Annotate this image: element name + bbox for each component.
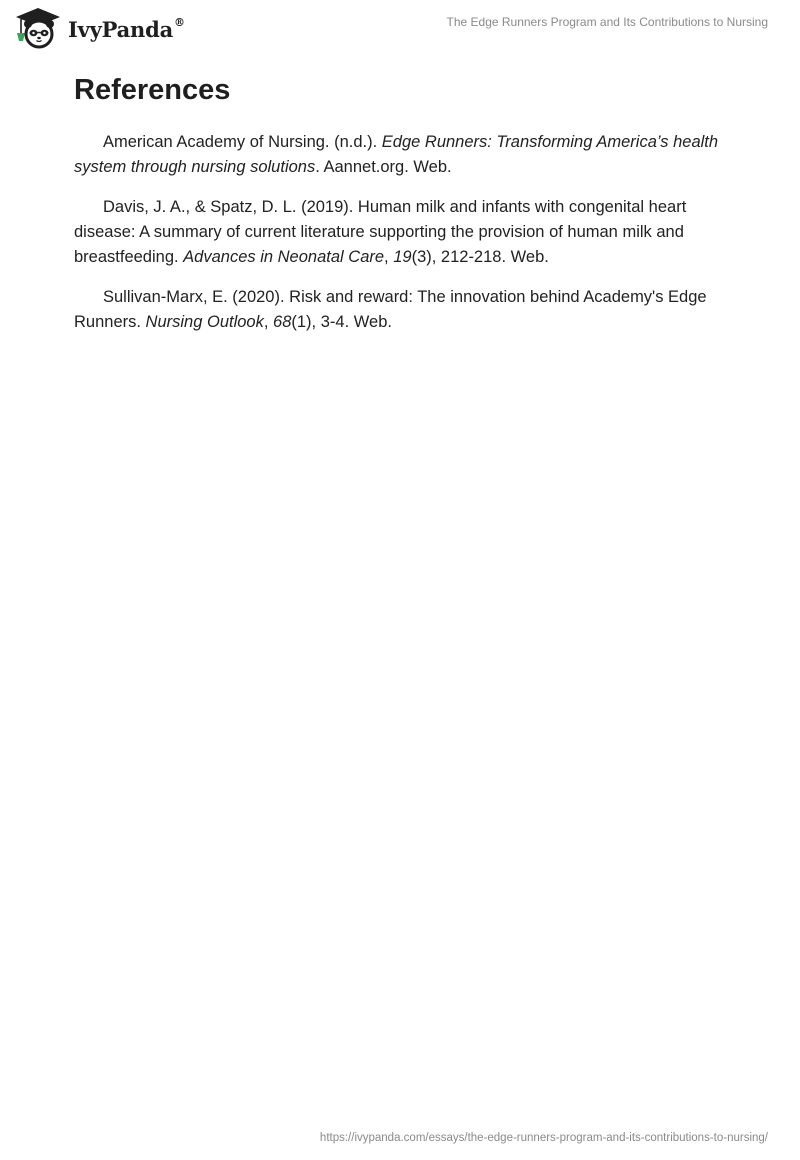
reference-entry: American Academy of Nursing. (n.d.). Edge Runners: Transforming America’s health system through nursing solutions. Aannet.org. Web. bbox=[74, 133, 719, 176]
brand-logo[interactable] bbox=[14, 7, 185, 49]
document-body bbox=[74, 72, 734, 350]
panda-graduate-icon bbox=[14, 7, 62, 49]
page-header bbox=[0, 0, 800, 64]
reference-entry: Davis, J. A., & Spatz, D. L. (2019). Human milk and infants with congenital heart disease: A summary of current literature supporting the provision of human milk and breastfeeding. Advances in Neonatal Care, 19(3), 212-218. Web. bbox=[74, 198, 687, 266]
running-title: The Edge Runners Program and Its Contributions to Nursing bbox=[446, 15, 768, 29]
source-url[interactable]: https://ivypanda.com/essays/the-edge-runners-program-and-its-contributions-to-nursing/ bbox=[319, 1132, 768, 1144]
brand-name: IvyPanda® bbox=[68, 15, 185, 42]
reference-entry: Sullivan-Marx, E. (2020). Risk and reward: The innovation behind Academy's Edge Runners. Nursing Outlook, 68(1), 3-4. Web. bbox=[74, 288, 707, 331]
registered-mark: ® bbox=[174, 15, 185, 29]
references-heading: References bbox=[74, 74, 231, 106]
